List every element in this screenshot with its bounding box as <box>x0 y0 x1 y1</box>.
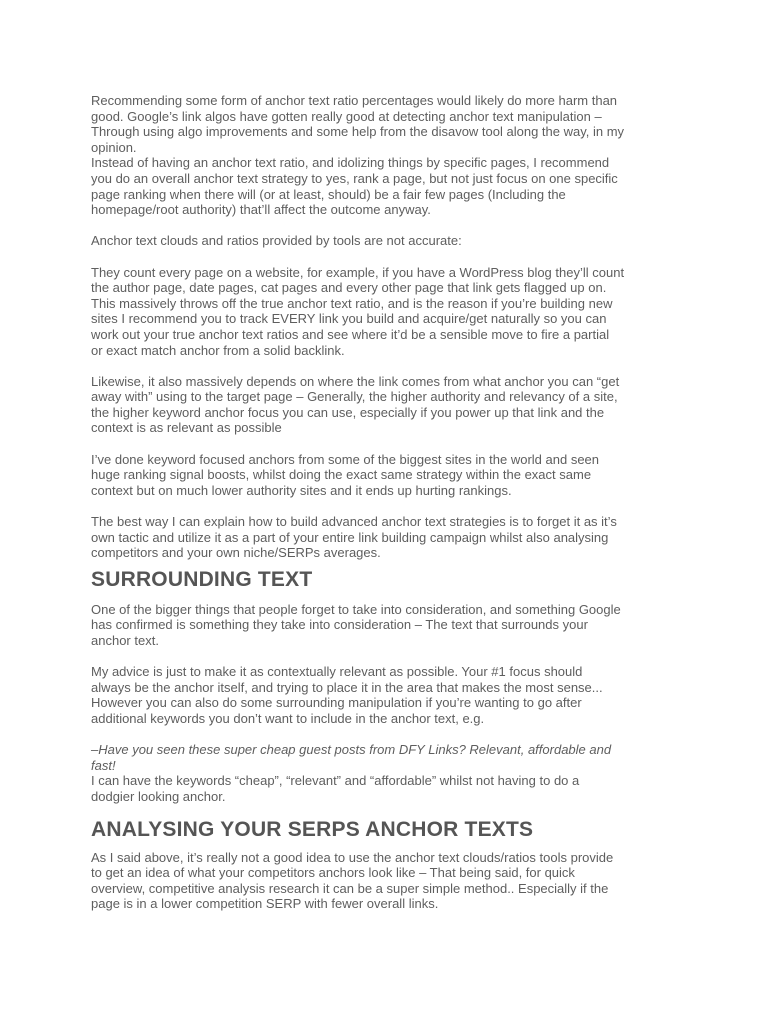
spacer <box>91 498 681 514</box>
surrounding-paragraph-1: One of the bigger things that people forget to take into consideration, and something Google has confirmed is something they take into consideration – The text that surrounds your anchor text. <box>91 601 621 648</box>
spacer <box>91 649 681 665</box>
spacer <box>91 436 681 452</box>
intro-paragraph-2: Instead of having an anchor text ratio, and idolizing things by specific pages, I recommend you do an overall anchor text strategy to yes, rank a page, but not just focus on one specific page ranking when there will (or at least, should) be a fair few pages (Including the homepage/root authority) that’ll affect the outcome anyway. <box>91 155 618 218</box>
intro-paragraph-1: Recommending some form of anchor text ratio percentages would likely do more harm than good. Google’s link algos have gotten really good at detecting anchor text manipulation – Through using algo improvements and some help from the disavow tool along the way, in my opinion. <box>91 93 625 155</box>
spacer <box>91 249 681 265</box>
likewise-paragraph: Likewise, it also massively depends on where the link comes from what anchor you can “get away with” using to the target page – Generally, the higher authority and relevancy of a site, the higher keyword anchor focus you can use, especially if you power up that link and the context is as relevant as possible <box>91 373 620 436</box>
analysing-serps-heading: ANALYSING YOUR SERPS ANCHOR TEXTS <box>91 817 534 841</box>
spacer <box>91 218 681 234</box>
document-page <box>91 93 681 912</box>
tools-subheading: Anchor text clouds and ratios provided by tools are not accurate: <box>91 233 462 249</box>
example-quote: –Have you seen these super cheap guest posts from DFY Links? Relevant, affordable and fast! <box>91 742 612 773</box>
example-note: I can have the keywords “cheap”, “relevant” and “affordable” whilst not having to do a dodgier looking anchor. <box>91 773 580 804</box>
spacer <box>91 358 681 374</box>
surrounding-text-heading: SURROUNDING TEXT <box>91 567 313 591</box>
best-way-paragraph: The best way I can explain how to build advanced anchor text strategies is to forget it as it’s own tactic and utilize it as a part of your entire link building campaign whilst also analysing competitors and your own niche/SERPs averages. <box>91 514 617 561</box>
surrounding-paragraph-2: My advice is just to make it as contextually relevant as possible. Your #1 focus should always be the anchor itself, and trying to place it in the area that makes the most sense... However you can also do some surrounding manipulation if you’re wanting to go after additional keywords you don’t want to include in the anchor text, e.g. <box>91 664 603 726</box>
tools-paragraph: They count every page on a website, for example, if you have a WordPress blog they’ll count the author page, date pages, cat pages and every other page that link gets flagged up on. This massively throws off the true anchor text ratio, and is the reason if you’re building new sites I recommend you to track EVERY link you build and acquire/get naturally so you can work out your true anchor text ratios and see where it’d be a sensible move to fire a partial or exact match anchor from a solid backlink. <box>91 264 625 358</box>
analysing-paragraph: As I said above, it’s really not a good idea to use the anchor text clouds/ratios tools provide to get an idea of what your competitors anchors look like – That being said, for quick overview, competitive analysis research it can be a super simple method.. Especially if the page is in a lower competition SERP with fewer overall links. <box>91 849 614 912</box>
spacer <box>91 727 681 743</box>
keyword-anchors-paragraph: I’ve done keyword focused anchors from some of the biggest sites in the world and seen huge ranking signal boosts, whilst doing the exact same strategy within the exact same context but on much lower authority sites and it ends up hurting rankings. <box>91 451 600 498</box>
